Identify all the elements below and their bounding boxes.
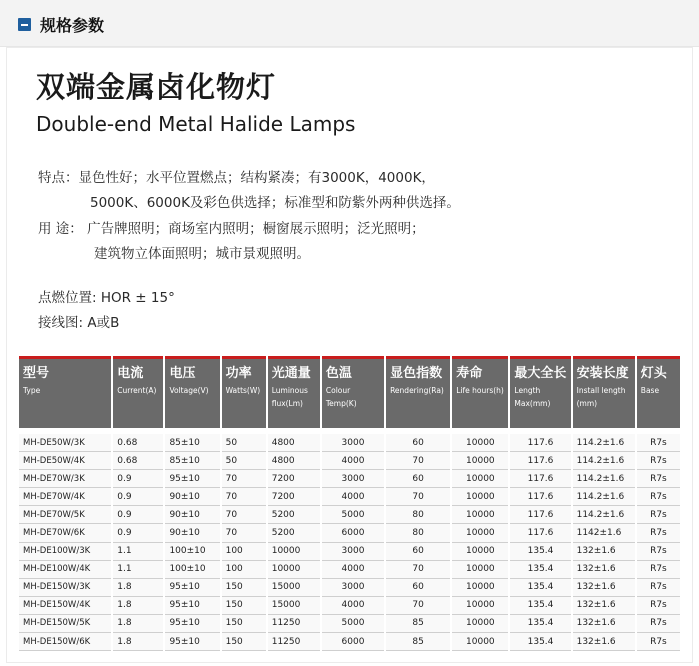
header-rendering: 显色指数 Rendering(Ra) [386, 356, 450, 428]
operating-position: 点燃位置: HOR ± 15° [38, 290, 175, 306]
table-cell: R7s [637, 470, 680, 488]
table-cell: 10000 [452, 452, 508, 470]
table-cell: 11250 [268, 633, 320, 651]
table-cell: 150 [222, 633, 266, 651]
table-cell: R7s [637, 579, 680, 597]
table-cell: 1.8 [113, 597, 163, 615]
table-cell: R7s [637, 488, 680, 506]
header-base: 灯头 Base [637, 356, 680, 428]
table-cell: R7s [637, 434, 680, 452]
table-cell: 10000 [452, 615, 508, 633]
section-header [0, 0, 699, 47]
table-cell: 114.2±1.6 [573, 470, 635, 488]
table-cell: 95±10 [165, 470, 219, 488]
table-row [19, 633, 680, 651]
table-cell: 90±10 [165, 488, 219, 506]
table-cell: 70 [222, 506, 266, 524]
table-row [19, 543, 680, 561]
table-cell: 7200 [268, 488, 320, 506]
table-cell: 1.8 [113, 579, 163, 597]
table-cell: 1.8 [113, 615, 163, 633]
table-cell: R7s [637, 597, 680, 615]
table-cell: 117.6 [510, 488, 570, 506]
table-cell: 70 [222, 524, 266, 542]
table-cell: 95±10 [165, 579, 219, 597]
table-cell: 4000 [322, 597, 384, 615]
table-cell: 117.6 [510, 452, 570, 470]
table-cell: 70 [386, 597, 450, 615]
table-cell: MH-DE100W/4K [19, 561, 111, 579]
table-cell: R7s [637, 633, 680, 651]
table-cell: 5000 [322, 615, 384, 633]
features-line-2: 5000K、6000K及彩色供选择；标准型和防紫外两种供选择。 [90, 195, 460, 211]
table-cell: 11250 [268, 615, 320, 633]
table-cell: 135.4 [510, 615, 570, 633]
table-cell: MH-DE100W/3K [19, 543, 111, 561]
table-cell: 114.2±1.6 [573, 506, 635, 524]
table-cell: 4000 [322, 452, 384, 470]
header-life-hours: 寿命 Life hours(h) [452, 356, 508, 428]
wiring-diagram: 接线图: A或B [38, 315, 120, 331]
table-cell: 80 [386, 506, 450, 524]
table-cell: MH-DE70W/3K [19, 470, 111, 488]
table-cell: MH-DE150W/6K [19, 633, 111, 651]
table-cell: 0.9 [113, 506, 163, 524]
table-header-row [19, 356, 680, 428]
table-cell: 4000 [322, 561, 384, 579]
table-cell: 4800 [268, 434, 320, 452]
table-cell: 10000 [452, 434, 508, 452]
table-cell: 117.6 [510, 524, 570, 542]
table-cell: 3000 [322, 543, 384, 561]
header-voltage: 电压 Voltage(V) [165, 356, 219, 428]
table-cell: 100 [222, 561, 266, 579]
product-title-en: Double-end Metal Halide Lamps [36, 112, 356, 136]
table-cell: 1.1 [113, 561, 163, 579]
table-cell: 85±10 [165, 452, 219, 470]
table-cell: 70 [222, 488, 266, 506]
table-cell: 60 [386, 434, 450, 452]
table-cell: MH-DE150W/5K [19, 615, 111, 633]
table-cell: 10000 [268, 561, 320, 579]
header-install-length: 安装长度 Install length (mm) [573, 356, 635, 428]
table-row [19, 615, 680, 633]
table-cell: MH-DE50W/3K [19, 434, 111, 452]
table-row [19, 579, 680, 597]
table-cell: 10000 [452, 506, 508, 524]
table-cell: 5000 [322, 506, 384, 524]
table-cell: 10000 [452, 633, 508, 651]
table-cell: MH-DE50W/4K [19, 452, 111, 470]
table-cell: 70 [386, 452, 450, 470]
table-cell: 3000 [322, 470, 384, 488]
table-cell: 0.9 [113, 524, 163, 542]
usage-line-2: 建筑物立体面照明；城市景观照明。 [94, 246, 310, 262]
table-cell: 132±1.6 [573, 633, 635, 651]
table-cell: 50 [222, 452, 266, 470]
table-cell: 90±10 [165, 524, 219, 542]
table-cell: 50 [222, 434, 266, 452]
table-row [19, 524, 680, 542]
table-cell: 135.4 [510, 561, 570, 579]
usage-line-1: 用 途： 广告牌照明；商场室内照明；橱窗展示照明；泛光照明； [38, 221, 425, 237]
table-cell: 70 [222, 470, 266, 488]
table-cell: 1142±1.6 [573, 524, 635, 542]
table-row [19, 470, 680, 488]
table-cell: R7s [637, 543, 680, 561]
table-cell: 90±10 [165, 506, 219, 524]
header-length-max: 最大全长 Length Max(mm) [510, 356, 570, 428]
table-cell: 10000 [452, 597, 508, 615]
table-cell: 132±1.6 [573, 579, 635, 597]
table-cell: 0.68 [113, 434, 163, 452]
table-cell: 85 [386, 633, 450, 651]
table-cell: 1.1 [113, 543, 163, 561]
table-cell: 135.4 [510, 597, 570, 615]
table-row [19, 434, 680, 452]
table-cell: 117.6 [510, 434, 570, 452]
table-cell: 15000 [268, 579, 320, 597]
table-cell: 6000 [322, 524, 384, 542]
table-cell: 1.8 [113, 633, 163, 651]
table-cell: 6000 [322, 633, 384, 651]
table-cell: 150 [222, 597, 266, 615]
table-cell: 114.2±1.6 [573, 452, 635, 470]
table-cell: R7s [637, 615, 680, 633]
header-watts: 功率 Watts(W) [222, 356, 266, 428]
table-cell: 95±10 [165, 633, 219, 651]
table-cell: 5200 [268, 524, 320, 542]
table-cell: MH-DE70W/5K [19, 506, 111, 524]
table-cell: 70 [386, 561, 450, 579]
table-cell: 10000 [452, 488, 508, 506]
header-luminous-flux: 光通量 Luminous flux(Lm) [268, 356, 320, 428]
spec-table [17, 356, 682, 651]
table-cell: 60 [386, 543, 450, 561]
table-cell: 10000 [452, 470, 508, 488]
table-cell: 132±1.6 [573, 597, 635, 615]
header-current: 电流 Current(A) [113, 356, 163, 428]
collapse-minus-icon[interactable] [18, 18, 31, 31]
table-cell: 7200 [268, 470, 320, 488]
table-cell: 10000 [452, 543, 508, 561]
table-cell: 4800 [268, 452, 320, 470]
table-cell: 135.4 [510, 579, 570, 597]
header-colour-temp: 色温 Colour Temp(K) [322, 356, 384, 428]
table-cell: MH-DE70W/4K [19, 488, 111, 506]
table-cell: MH-DE150W/4K [19, 597, 111, 615]
table-cell: 114.2±1.6 [573, 488, 635, 506]
table-cell: 3000 [322, 434, 384, 452]
table-cell: 80 [386, 524, 450, 542]
table-row [19, 452, 680, 470]
table-cell: 117.6 [510, 470, 570, 488]
table-cell: 132±1.6 [573, 543, 635, 561]
table-row [19, 488, 680, 506]
product-title-cn: 双端金属卤化物灯 [36, 70, 277, 104]
table-cell: 132±1.6 [573, 615, 635, 633]
header-type: 型号 Type [19, 356, 111, 428]
table-cell: 70 [386, 488, 450, 506]
table-cell: 95±10 [165, 615, 219, 633]
table-cell: 135.4 [510, 633, 570, 651]
table-cell: R7s [637, 452, 680, 470]
table-cell: 3000 [322, 579, 384, 597]
table-cell: 10000 [268, 543, 320, 561]
table-cell: 117.6 [510, 506, 570, 524]
table-cell: 85±10 [165, 434, 219, 452]
table-cell: 60 [386, 579, 450, 597]
table-cell: 10000 [452, 524, 508, 542]
table-cell: 114.2±1.6 [573, 434, 635, 452]
table-cell: 0.9 [113, 488, 163, 506]
table-cell: 4000 [322, 488, 384, 506]
table-cell: MH-DE70W/6K [19, 524, 111, 542]
table-cell: 100±10 [165, 543, 219, 561]
table-cell: R7s [637, 524, 680, 542]
table-row [19, 597, 680, 615]
table-cell: 10000 [452, 579, 508, 597]
section-title: 规格参数 [40, 16, 105, 35]
table-cell: 100 [222, 543, 266, 561]
table-cell: R7s [637, 506, 680, 524]
table-row [19, 561, 680, 579]
table-cell: 10000 [452, 561, 508, 579]
table-cell: 5200 [268, 506, 320, 524]
table-cell: 15000 [268, 597, 320, 615]
features-line-1: 特点：显色性好；水平位置燃点；结构紧凑；有3000K，4000K， [38, 170, 435, 186]
table-cell: 0.68 [113, 452, 163, 470]
table-cell: 60 [386, 470, 450, 488]
table-cell: 95±10 [165, 597, 219, 615]
table-cell: 135.4 [510, 543, 570, 561]
table-cell: 150 [222, 615, 266, 633]
table-cell: 0.9 [113, 470, 163, 488]
table-cell: 150 [222, 579, 266, 597]
table-row [19, 506, 680, 524]
table-cell: 132±1.6 [573, 561, 635, 579]
table-cell: R7s [637, 561, 680, 579]
table-cell: MH-DE150W/3K [19, 579, 111, 597]
table-cell: 100±10 [165, 561, 219, 579]
table-cell: 85 [386, 615, 450, 633]
